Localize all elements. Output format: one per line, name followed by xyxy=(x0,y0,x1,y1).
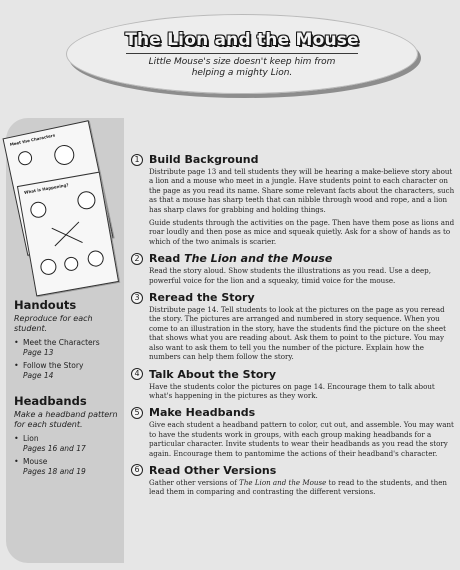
step-paragraph: Distribute page 14. Tell students to look at the pictures on the page as you reread the story. The pictures are arranged and numbered in story sequence. When you come to an illustration in the story, have the students find the picture on the sheet that shows what you are reading about. Ask them to point to the picture. You may also want to ask them to tell you the number of the picture. Explain how the numbers can help them follow the story. xyxy=(149,305,446,362)
handout-label: Follow the Story xyxy=(23,361,84,370)
handout-page: Page 13 xyxy=(23,347,54,357)
step-4 xyxy=(131,367,455,401)
handout-page: Page 14 xyxy=(23,370,54,380)
handout-label: Meet the Characters xyxy=(23,338,100,347)
step-1 xyxy=(131,152,455,246)
headband-item xyxy=(14,434,120,453)
step-title xyxy=(149,252,332,265)
step-paragraph: Have the students color the pictures on page 14. Encourage them to talk about what's happening in the pictures as they work. xyxy=(149,381,435,400)
headband-page: Pages 16 and 17 xyxy=(23,443,86,453)
handout-item xyxy=(14,361,120,380)
headband-page: Pages 18 and 19 xyxy=(23,466,86,476)
step-paragraph xyxy=(149,478,455,497)
step-number-badge: 6 xyxy=(131,464,143,476)
headbands-heading: Headbands xyxy=(14,394,87,408)
step-5 xyxy=(131,405,455,458)
handouts-note: Reproduce for each student. xyxy=(14,314,93,333)
handouts-list xyxy=(14,338,120,380)
step-title-prefix: Read xyxy=(149,252,185,266)
step-paragraph: Distribute page 13 and tell students they will be hearing a make-believe story about a lion and a mouse who meet in a jungle. Have students point to each character on the page as you read its name. Share some relevant facts about the characters, such as that a mouse has sharp teeth that can nibble through wood and rope, and a lion has sharp claws for grabbing and holding things. xyxy=(149,167,455,214)
page-subtitle: Little Mouse's size doesn't keep him from helping a mighty Lion. xyxy=(148,57,336,78)
title-banner xyxy=(66,14,418,94)
step-number-badge: 3 xyxy=(131,292,143,304)
title-divider xyxy=(126,53,358,54)
paragraph-text: to read to the students, and then lead them in comparing and contrasting the different versions. xyxy=(149,477,447,497)
step-title: Talk About the Story xyxy=(149,367,276,381)
steps-column xyxy=(131,152,455,502)
headband-item xyxy=(14,457,120,476)
headbands-note: Make a headband pattern for each student. xyxy=(14,410,118,429)
book-title: The Lion and the Mouse xyxy=(239,477,327,487)
step-number-badge: 4 xyxy=(131,368,143,380)
worksheet-caption: What is Happening? xyxy=(23,182,70,195)
headband-label: Lion xyxy=(23,434,39,443)
step-number-badge: 5 xyxy=(131,407,143,419)
step-2 xyxy=(131,251,455,285)
handout-item xyxy=(14,338,120,357)
headband-label: Mouse xyxy=(23,457,48,466)
headbands-list xyxy=(14,434,120,476)
step-number-badge: 2 xyxy=(131,253,143,265)
worksheet-illustration xyxy=(26,186,111,287)
step-6 xyxy=(131,463,455,497)
headbands-section xyxy=(14,394,120,476)
paragraph-text: Gather other versions of xyxy=(149,477,240,487)
step-title: Make Headbands xyxy=(149,406,256,420)
handouts-heading: Handouts xyxy=(14,298,77,312)
step-paragraph: Give each student a headband pattern to color, cut out, and assemble. You may want to have the students work in groups, with each group making headbands for a particular character. Invite students to wear their headbands as you read the story again. Encourage them to pantomime the actions of their headband's character. xyxy=(149,420,454,458)
step-paragraph: Read the story aloud. Show students the illustrations as you read. Use a deep, powerful voice for the lion and a squeaky, timid voice for the mouse. xyxy=(149,266,431,285)
step-number-badge: 1 xyxy=(131,154,143,166)
step-title: Read Other Versions xyxy=(149,463,277,477)
page-title: The Lion and the Mouse xyxy=(125,30,359,50)
step-title: Build Background xyxy=(149,153,259,166)
step-title: Reread the Story xyxy=(149,291,255,305)
step-3 xyxy=(131,290,455,361)
book-title: The Lion and the Mouse xyxy=(184,252,333,266)
worksheet-caption: Meet the Characters xyxy=(9,132,56,147)
handouts-section xyxy=(14,298,120,380)
step-paragraph: Guide students through the activities on the page. Then have them pose as lions and roar loudly and then pose as mice and squeak quietly. Ask for a show of hands as to which of the two animals is scarier. xyxy=(149,218,455,246)
